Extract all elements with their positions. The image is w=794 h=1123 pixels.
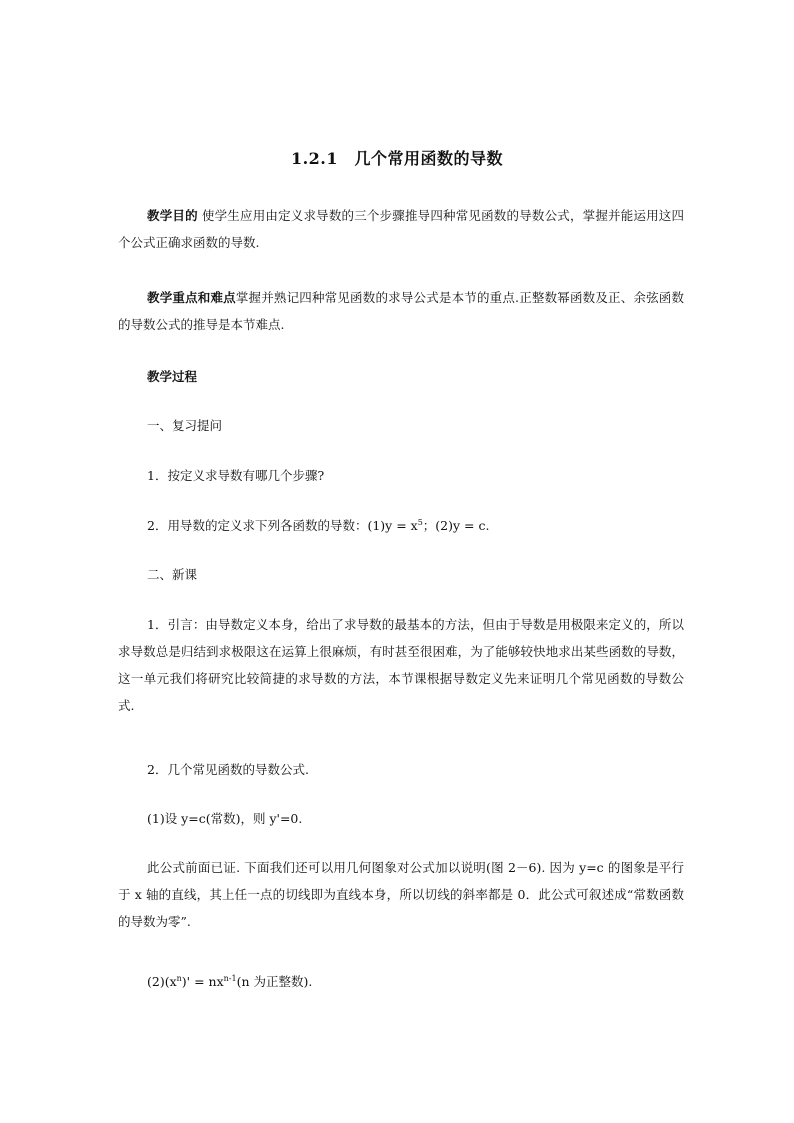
focus-heading: 教学重点和难点	[147, 290, 236, 305]
focus-text: 掌握并熟记四种常见函数的求导公式是本节的重点.正整数幂函数及正、余弦函数的导数公式的推导是本节难点.	[118, 290, 684, 332]
review-question-2-exponent: 5	[417, 518, 423, 527]
review-question-2-prefix: 2．用导数的定义求下列各函数的导数：(1)y = x	[147, 518, 418, 533]
objective-heading: 教学目的	[147, 208, 198, 223]
new-lesson-heading: 二、新课	[147, 567, 198, 582]
formula-power	[147, 972, 312, 992]
document-title: 1.2.1 几个常用函数的导数	[290, 149, 504, 168]
focus-paragraph	[118, 284, 684, 338]
intro-paragraph: 1．引言：由导数定义本身，给出了求导数的最基本的方法，但由于导数是用极限来定义的，所以求导数总是归结到求极限这在运算上很麻烦，有时甚至很困难，为了能够较快地求出某些函数的导数，这一单元我们将研究比较简捷的求导数的方法，本节课根据导数定义先来证明几个常见函数的导数公式.	[118, 617, 684, 713]
formula-constant: (1)设 y=c(常数)，则 y'=0.	[147, 811, 303, 826]
objective-text: 使学生应用由定义求导数的三个步骤推导四种常见函数的导数公式，掌握并能运用这四个公式正确求函数的导数.	[118, 208, 684, 250]
formula-power-exp-2: n-1	[223, 974, 237, 983]
formula-power-part-b: )' = nx	[181, 974, 224, 989]
review-question-2-suffix: ；(2)y = c.	[422, 518, 490, 533]
formulas-heading: 2．几个常见函数的导数公式.	[147, 762, 309, 777]
explanation-paragraph: 此公式前面已证. 下面我们还可以用几何图象对公式加以说明(图 2－6). 因为 y=c 的图象是平行于 x 轴的直线，其上任一点的切线即为直线本身，所以切线的斜率都是 0．此公式可叙述成“常数函数的导数为零”.	[118, 860, 684, 929]
formula-power-part-a: (2)(x	[147, 974, 177, 989]
review-question-1: 1．按定义求导数有哪几个步骤?	[147, 468, 325, 483]
formula-power-part-c: (n 为正整数).	[236, 974, 313, 989]
process-heading: 教学过程	[147, 369, 198, 384]
formula-power-exp-1: n	[176, 974, 182, 983]
objective-paragraph	[118, 202, 684, 256]
review-heading: 一、复习提问	[147, 418, 223, 433]
review-question-2	[147, 516, 489, 536]
